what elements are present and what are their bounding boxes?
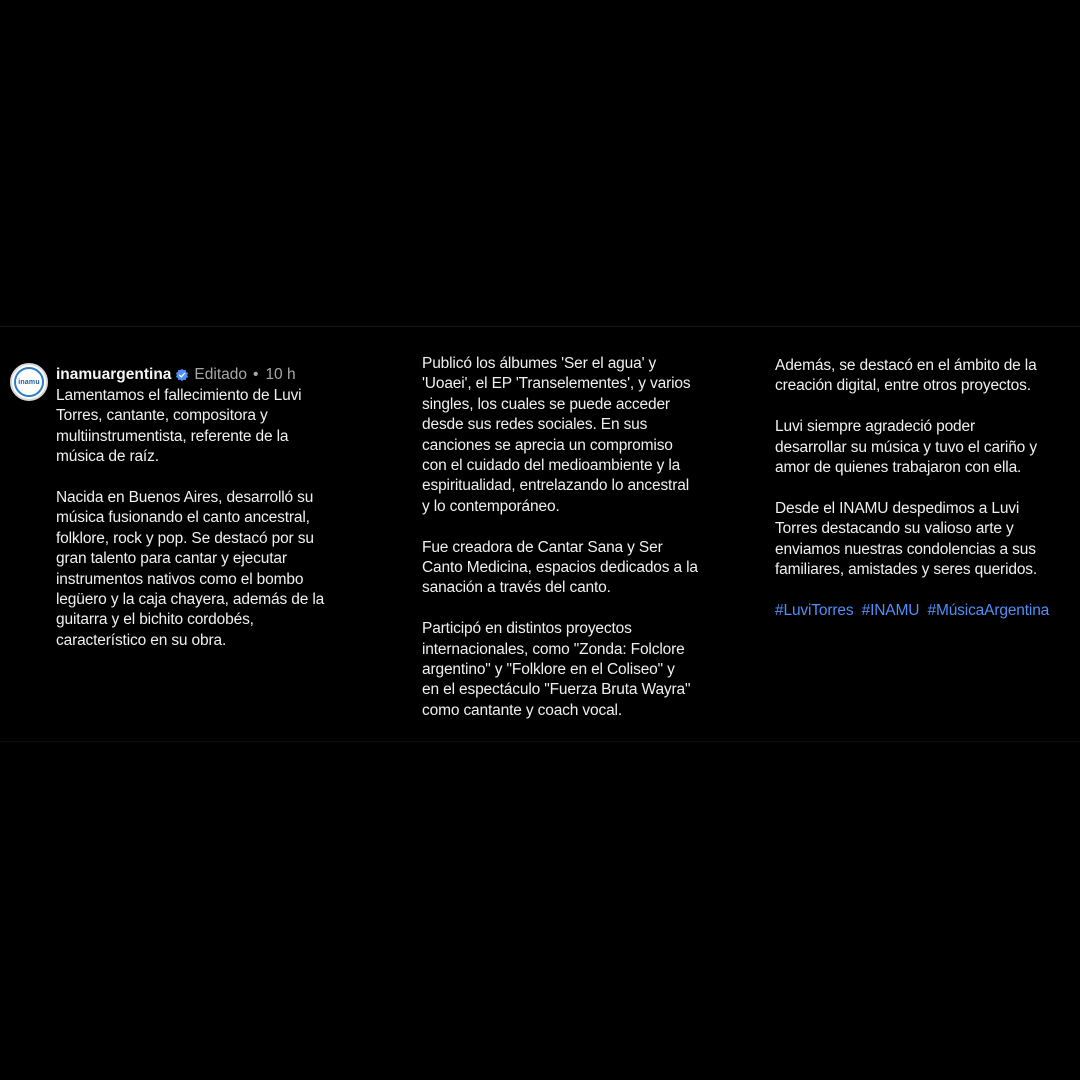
post-header <box>56 365 296 385</box>
caption-column-2 <box>422 354 722 742</box>
hashtag-list <box>775 601 1075 621</box>
caption-paragraph: Desde el INAMU despedimos a Luvi Torres destacando su valioso arte y enviamos nuestras condolencias a sus familiares, amistades y seres queridos. <box>775 499 1038 579</box>
caption-column-3 <box>775 356 1075 621</box>
hashtag-link[interactable]: #MúsicaArgentina <box>927 601 1050 619</box>
inamu-logo: inamu <box>18 378 40 386</box>
caption-paragraph: Además, se destacó en el ámbito de la creación digital, entre otros proyectos. <box>775 357 1037 395</box>
post-time[interactable]: 10 h <box>265 366 296 383</box>
separator-dot: • <box>253 366 259 383</box>
avatar-ring <box>14 367 44 397</box>
caption-paragraph: Lamentamos el fallecimiento de Luvi Torres, cantante, compositora y multiinstrumentista, referente de la música de raíz. <box>56 387 302 466</box>
caption-paragraph: Participó en distintos proyectos internacionales, como "Zonda: Folclore argentino" y "Folklore en el Coliseo" y en el espectáculo "Fuerza Bruta Wayra" como cantante y coach vocal. <box>422 620 691 719</box>
caption-paragraph: Luvi siempre agradeció poder desarrollar su música y tuvo el cariño y amor de quienes trabajaron con ella. <box>775 418 1037 477</box>
edited-label: Editado <box>194 366 247 383</box>
caption-paragraph: Fue creadora de Cantar Sana y Ser Canto Medicina, espacios dedicados a la sanación a través del canto. <box>422 538 698 597</box>
hashtag-link[interactable]: #INAMU <box>861 601 920 619</box>
verified-badge-icon <box>175 368 189 382</box>
caption-paragraph: Nacida en Buenos Aires, desarrolló su música fusionando el canto ancestral, folklore, rock y pop. Se destacó por su gran talento para cantar y ejecutar instrumentos nativos como el bombo legüero y la caja chayera, además de la guitarra y el bichito cordobés, característico en su obra. <box>56 489 325 649</box>
caption-column-1 <box>56 386 346 672</box>
avatar[interactable] <box>10 363 48 401</box>
hashtag-link[interactable]: #LuviTorres <box>775 601 854 619</box>
username-link[interactable]: inamuargentina <box>56 366 172 383</box>
caption-paragraph: Publicó los álbumes 'Ser el agua' y 'Uoaei', el EP 'Transelementes', y varios singles, los cuales se puede acceder desde sus redes sociales. En sus canciones se aprecia un compromiso con el cuidado del medioambiente y la espiritualidad, entrelazando lo ancestral y lo contemporáneo. <box>422 355 691 515</box>
